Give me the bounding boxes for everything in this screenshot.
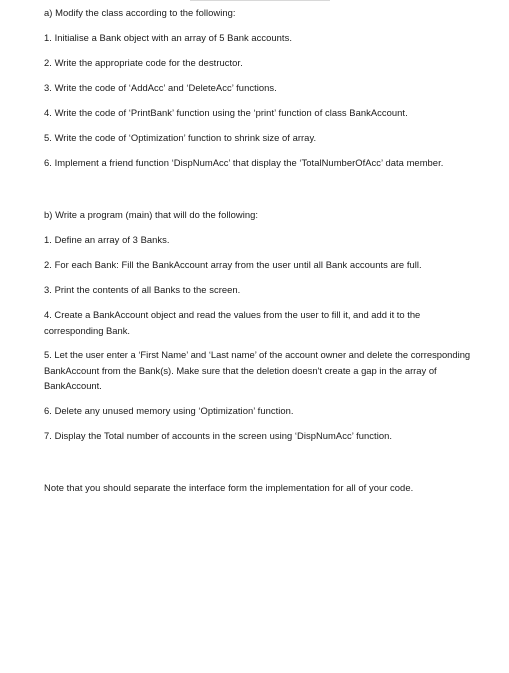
section-a-item-6: 6. Implement a friend function ‘DispNumAcc’ that display the ‘TotalNumberOfAcc’ data member. [44,157,444,168]
section-b-item-3: 3. Print the contents of all Banks to the screen. [44,284,241,295]
section-a-heading: a) Modify the class according to the following: [44,7,236,18]
section-a-item-3: 3. Write the code of ‘AddAcc’ and ‘DeleteAcc’ functions. [44,82,277,93]
section-a-item-2: 2. Write the appropriate code for the destructor. [44,57,243,68]
section-a-item-1: 1. Initialise a Bank object with an array of 5 Bank accounts. [44,32,292,43]
section-b-item-2: 2. For each Bank: Fill the BankAccount array from the user until all Bank accounts are full. [44,259,422,270]
section-b-item-4: 4. Create a BankAccount object and read the values from the user to fill it, and add it to the corresponding Bank. [44,309,421,336]
section-a-item-4: 4. Write the code of ‘PrintBank’ function using the ‘print’ function of class BankAccount. [44,107,408,118]
implementation-note: Note that you should separate the interface form the implementation for all of your code. [44,482,414,493]
section-b-item-6: 6. Delete any unused memory using ‘Optimization’ function. [44,405,294,416]
top-divider [190,0,330,1]
section-b-heading: b) Write a program (main) that will do the following: [44,209,259,220]
section-b-item-5: 5. Let the user enter a ‘First Name’ and ‘Last name’ of the account owner and delete the corresponding BankAccount from the Bank(s). Make sure that the deletion doesn't create a gap in the array of BankAccount. [44,349,471,391]
section-b-item-7: 7. Display the Total number of accounts in the screen using ‘DispNumAcc’ function. [44,430,393,441]
section-b-item-1: 1. Define an array of 3 Banks. [44,234,170,245]
section-a-item-5: 5. Write the code of ‘Optimization’ function to shrink size of array. [44,132,317,143]
